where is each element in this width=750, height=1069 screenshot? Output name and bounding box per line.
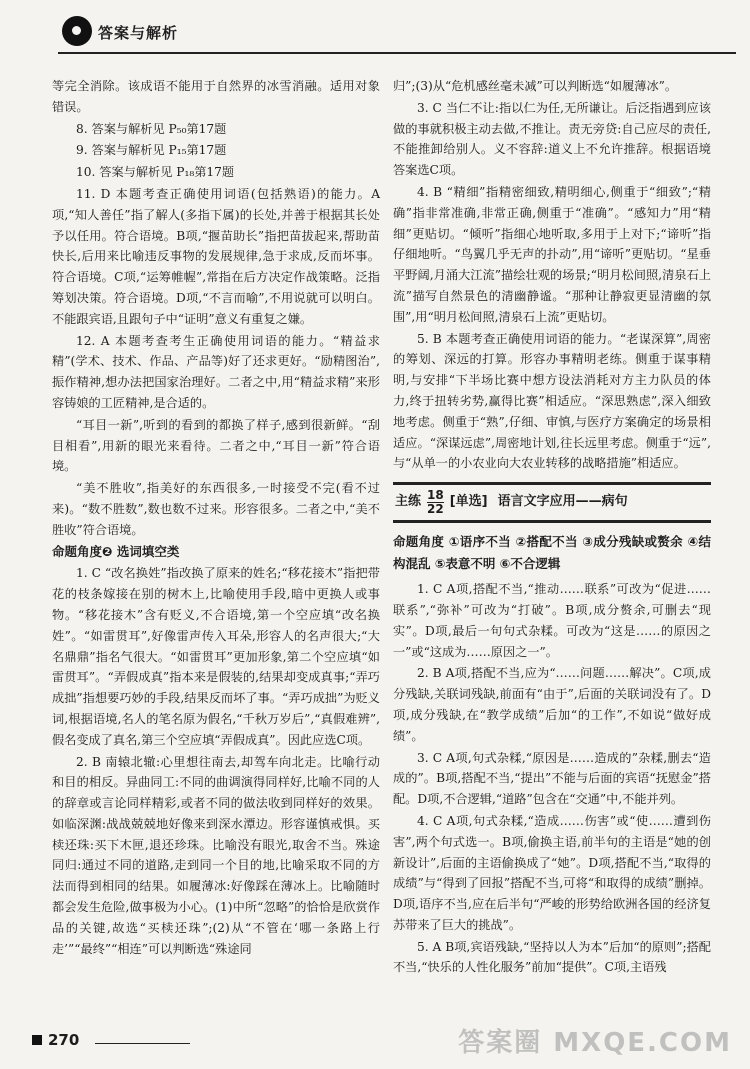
answer-paragraph: “耳目一新”,听到的看到的都换了样子,感到很新鲜。“刮目相看”,用新的眼光来看待。二者之中,“耳目一新”符合语境。 (52, 417, 380, 474)
bar-prefix: 主练 (395, 494, 422, 510)
answer-paragraph: 3. C 当仁不让:指以仁为任,无所谦让。后泛指遇到应该做的事就积极主动去做,不推让。责无旁贷:自己应尽的责任,不能推卸给别人。义不容辞:道义上不允许推辞。根据语境答案选C项。 (393, 100, 711, 178)
left-column (52, 76, 380, 960)
page-header (30, 16, 730, 56)
watermark: 答案圈 MXQE.COM (458, 1028, 732, 1058)
question-angle: 命题角度 ①语序不当 ②搭配不当 ③成分残缺或赘余 ④结构混乱 ⑤表意不明 ⑥不合逻辑 (393, 534, 711, 572)
answer-paragraph: 归”;(3)从“危机感丝毫未减”可以判断选“如履薄冰”。 (393, 79, 678, 93)
footer-divider (95, 1043, 190, 1044)
answer-paragraph: 11. D 本题考查正确使用词语(包括熟语)的能力。A项,“知人善任”指了解人(多指下属)的长处,并善于根据其长处予以任用。符合语境。B项,“揠苗助长”指把苗拔起来,帮助苗快长,后用来比喻违反事物的发展规律,急于求成,反而坏事。符合语境。C项,“运筹帷幄”,常指在后方决定作战策略。泛指筹划决策。符合语境。D项,“不言而喻”,不用说就可以明白。不能跟宾语,且跟句子中“证明”意义有重复之嫌。 (52, 186, 380, 326)
answer-paragraph: 等完全消除。该成语不能用于自然界的冰雪消融。适用对象错误。 (52, 79, 380, 114)
answer-paragraph: 2. B 南辕北辙:心里想往南去,却驾车向北走。比喻行动和目的相反。异曲同工:不同的曲调演得同样好,比喻不同的人的辞章或言论同样精彩,或者不同的做法收到同样好的效果。如临深渊:战战兢兢地好像来到深水潭边。形容谨慎戒惧。买椟还珠:买下木匣,退还珍珠。比喻没有眼光,取舍不当。殊途同归:通过不同的道路,走到同一个目的地,比喻采取不同的方法而得到相同的结果。如履薄冰:好像踩在薄冰上。比喻随时都会发生危险,做事极为小心。(1)中所“忽略”的恰恰是欣赏作品的关键,故选“买椟还珠”;(2)从“不管在‘哪一条路上行走’”“最终”“相连”可以判断选“殊途同 (52, 754, 380, 956)
answer-paragraph: 4. C A项,句式杂糅,“造成……伤害”或“使……遭到伤害”,两个句式选一。B项,偷换主语,前半句的主语是“她的创新设计”,后面的主语偷换成了“她”。D项,搭配不当,“取得的成绩”与“得到了回报”搭配不当,可将“和取得的成绩”删掉。D项,语序不当,应在后半句“严峻的形势给欧洲各国的经济复苏带来了巨大的挑战”。 (393, 813, 711, 932)
answer-paragraph: 10. 答案与解析见 P₁₈第17题 (76, 165, 235, 180)
answer-paragraph: 4. B “精细”指精密细致,精明细心,侧重于“细致”;“精确”指非常准确,非常正确,侧重于“准确”。“感知力”用“精细”更贴切。“倾听”指细心地听取,多用于上对下;“谛听”指仔细地听。“鸟翼几乎无声的扑动”,用“谛听”更贴切。“星垂平野阔,月涌大江流”描绘壮观的场景;“明月松间照,清泉石上流”描写自然景色的清幽静谧。“那种让静寂更显清幽的氛围”,用“明月松间照,清泉石上流”更贴切。 (393, 184, 711, 324)
answer-paragraph: 5. B 本题考查正确使用词语的能力。“老谋深算”,周密的筹划、深远的打算。形容办事精明老练。侧重于谋事精明,与安排“下半场比赛中想方设法消耗对方主力队员的体力,终于扭转劣势,赢得比赛”相适应。“深思熟虑”,深入细致地考虑。侧重于“熟”,仔细、审慎,与医疗方案确定的场景相适应。“深谋远虑”,周密地计划,往长远里考虑。侧重于“远”,与“从单一的小农业向大农业转移的战略措施”相适应。 (393, 331, 711, 471)
bar-tag: [单选] (449, 494, 488, 510)
header-logo-icon (62, 16, 92, 46)
section-bar (393, 482, 711, 523)
answer-paragraph: “美不胜收”,指美好的东西很多,一时接受不完(看不过来)。“数不胜数”,数也数不过来。形容很多。二者之中,“美不胜收”符合语境。 (52, 481, 380, 537)
answer-paragraph: 8. 答案与解析见 P₅₀第17题 (76, 121, 227, 136)
answer-paragraph: 5. A B项,宾语残缺,“坚持以人为本”后加“的原则”;搭配不当,“快乐的人性化服务”前加“提供”。C项,主语残 (393, 939, 711, 975)
answer-paragraph: 3. C A项,句式杂糅,“原因是……造成的”杂糅,删去“造成的”。B项,搭配不当,“提出”不能与后面的宾语“抚慰金”搭配。D项,不合逻辑,“道路”包含在“交通”中,不能并列。 (393, 750, 711, 807)
answer-paragraph: 12. A 本题考查考生正确使用词语的能力。“精益求精”(学术、技术、作品、产品等)好了还求更好。“励精图治”,振作精神,想办法把国家治理好。二者之中,用“精益求精”来形容铸娘的工匠精神,是合适的。 (52, 333, 380, 410)
header-divider (58, 52, 736, 54)
bar-fraction: $\frac{18}{22}$ (427, 488, 444, 517)
bar-title: 语言文字应用——病句 (497, 494, 628, 510)
section-heading: 命题角度❷ 选词填空类 (52, 543, 180, 559)
header-title: 答案与解析 (98, 24, 179, 42)
answer-paragraph: 1. C A项,搭配不当,“推动……联系”可改为“促进……联系”,“弥补”可改为“打破”。B项,成分赘余,可删去“现实”。D项,最后一句句式杂糅。可改为“这是……的原因之一”或“这成为……原因之一”。 (393, 582, 711, 659)
page-marker-icon (32, 1035, 42, 1045)
right-column (393, 76, 711, 979)
page-number: 270 (32, 1031, 79, 1049)
answer-paragraph: 2. B A项,搭配不当,应为“……问题……解决”。C项,成分残缺,关联词残缺,前面有“由于”,后面的关联词没有了。D项,成分残缺,在“教学成绩”后加“的工作”,不如说“做好成绩”。 (393, 666, 711, 743)
answer-paragraph: 9. 答案与解析见 P₁₅第17题 (76, 143, 227, 158)
answer-paragraph: 1. C “改名换姓”指改换了原来的姓名;“移花接木”指把带花的枝条嫁接在别的树木上,比喻使用手段,暗中更换人或事物。“移花接木”含有贬义,不合语境,第一个空应填“改名换姓”。“如雷贯耳”,好像雷声传入耳朵,形容人的名声很大;“大名鼎鼎”指名气很大。“如雷贯耳”更加形象,第二个空应填“如雷贯耳”。“弄假成真”指本来是假装的,结果却变成真事;“弄巧成拙”指想要巧妙的手段,结果反而坏了事。“弄巧成拙”为贬义词,根据语境,名人的笔名原为假名,“千秋万岁后”,“真假难辨”,假名变成了真名,第三个空应填“弄假成真”。因此应选C项。 (52, 566, 380, 747)
